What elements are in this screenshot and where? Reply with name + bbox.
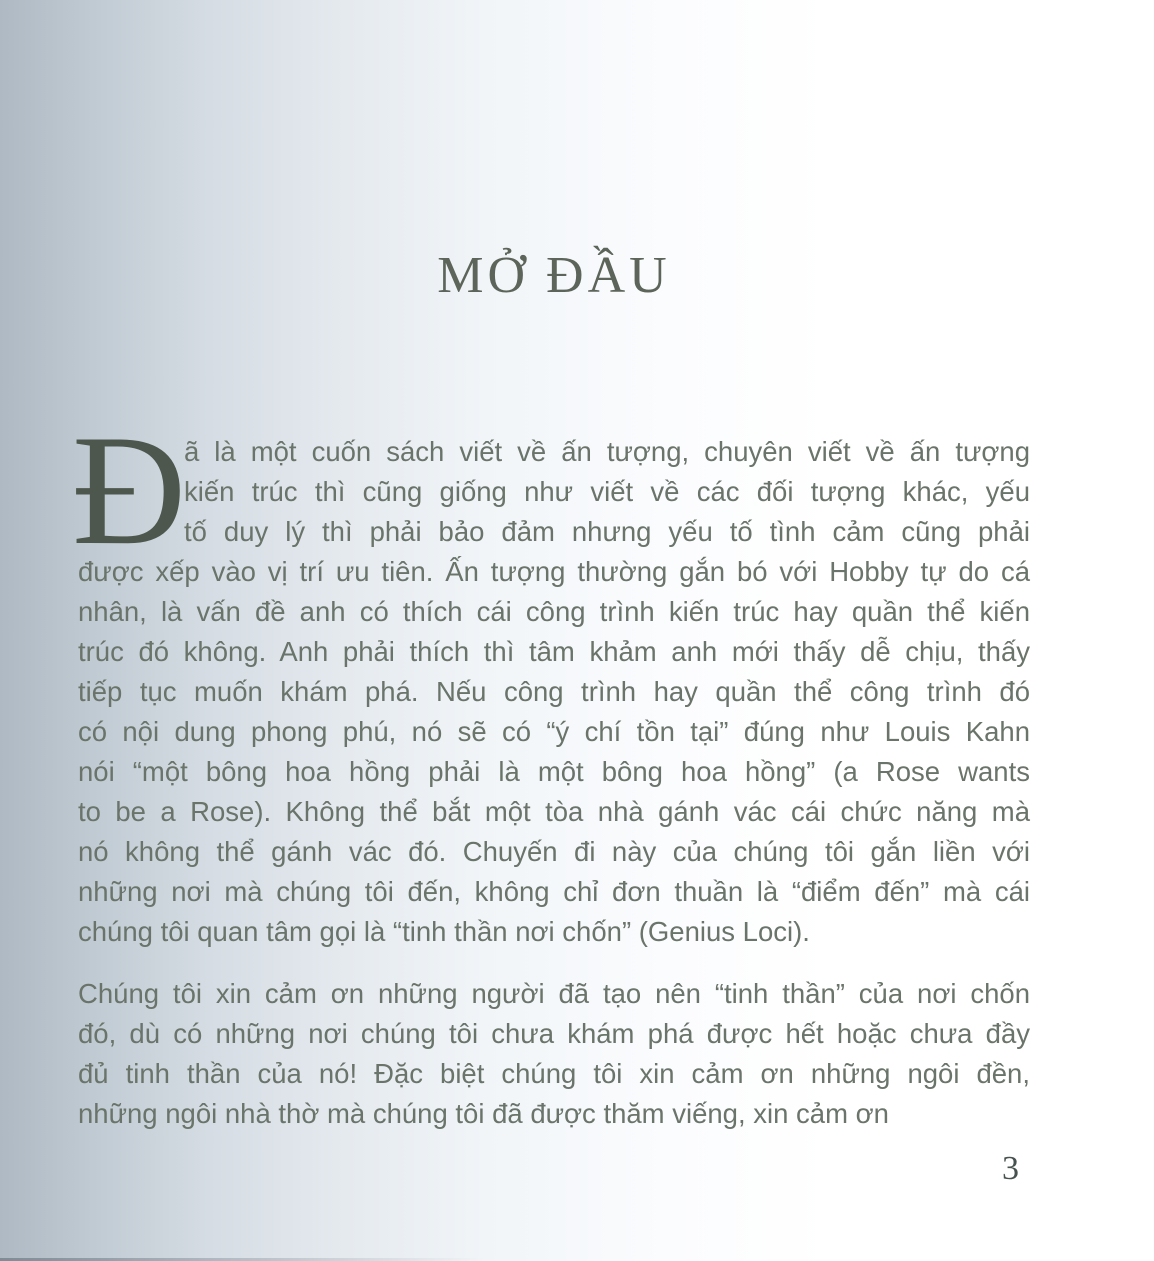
text-line: đủ tinh thần của nó! Đặc biệt chúng tôi xin cảm ơn những ngôi đền, (78, 1058, 1030, 1089)
text-line: nó không thể gánh vác đó. Chuyến đi này của chúng tôi gắn liền với (78, 836, 1030, 867)
text-line: to be a Rose). Không thể bắt một tòa nhà gánh vác cái chức năng mà (78, 796, 1030, 827)
text-line: ã là một cuốn sách viết về ấn tượng, chuyên viết về ấn tượng (184, 436, 1030, 467)
text-line: trúc đó không. Anh phải thích thì tâm khảm anh mới thấy dễ chịu, thấy (78, 636, 1030, 667)
text-line: có nội dung phong phú, nó sẽ có “ý chí tồn tại” đúng như Louis Kahn (78, 716, 1030, 747)
text-line: tố duy lý thì phải bảo đảm nhưng yếu tố tình cảm cũng phải (184, 516, 1030, 547)
text-line: được xếp vào vị trí ưu tiên. Ấn tượng thường gắn bó với Hobby tự do cá (78, 556, 1030, 587)
paragraph (78, 974, 1030, 1134)
text-line: đó, dù có những nơi chúng tôi chưa khám phá được hết hoặc chưa đầy (78, 1018, 1030, 1049)
text-line: kiến trúc thì cũng giống như viết về các đối tượng khác, yếu (184, 476, 1030, 507)
page-body (72, 403, 1030, 1134)
page-title: MỞ ĐẦU (437, 247, 671, 304)
text-line: những nơi mà chúng tôi đến, không chỉ đơn thuần là “điểm đến” mà cái (78, 876, 1030, 907)
drop-cap: Đ (72, 403, 187, 578)
text-line: tiếp tục muốn khám phá. Nếu công trình hay quần thể công trình đó (78, 676, 1030, 707)
text-line: Chúng tôi xin cảm ơn những người đã tạo nên “tinh thần” của nơi chốn (78, 978, 1030, 1009)
paragraph (72, 403, 1030, 952)
page-number: 3 (1002, 1150, 1019, 1187)
text-line: chúng tôi quan tâm gọi là “tinh thần nơi chốn” (Genius Loci). (78, 916, 810, 947)
text-line: nhân, là vấn đề anh có thích cái công trình kiến trúc hay quần thể kiến (78, 596, 1030, 627)
text-line: những ngôi nhà thờ mà chúng tôi đã được thăm viếng, xin cảm ơn (78, 1098, 889, 1129)
text-line: nói “một bông hoa hồng phải là một bông hoa hồng” (a Rose wants (78, 756, 1030, 787)
